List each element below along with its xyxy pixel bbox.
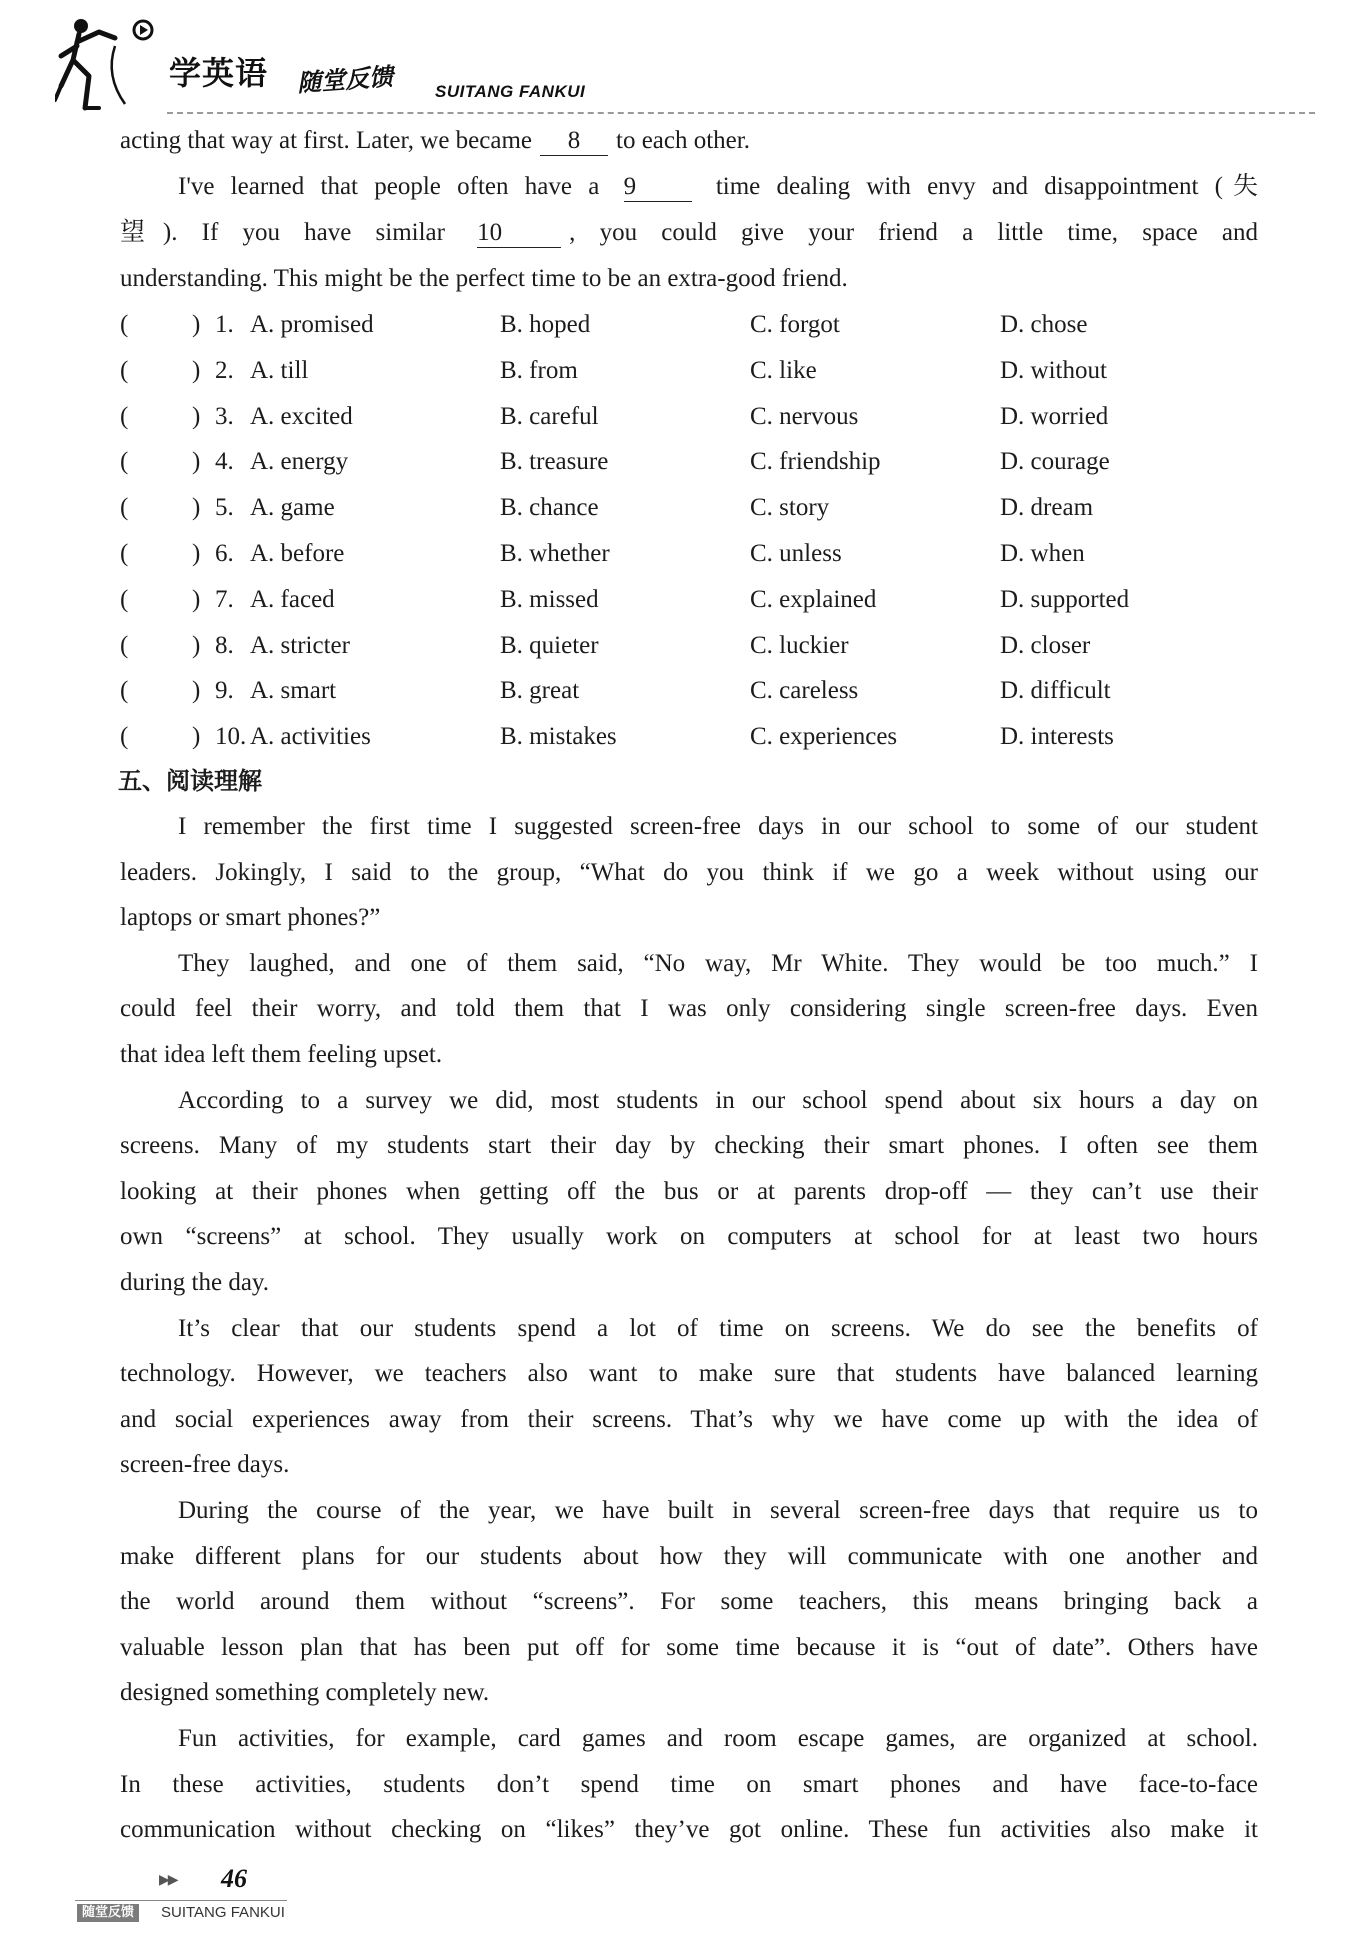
section-title: 五、阅读理解	[118, 767, 262, 795]
reading-line: that idea left them feeling upset.	[120, 1041, 443, 1068]
question-number: 1.	[215, 311, 234, 338]
question-number: 9.	[215, 677, 234, 704]
option-c: C. nervous	[750, 403, 859, 430]
option-c: C. unless	[750, 540, 842, 567]
option-a: A. before	[250, 540, 345, 567]
question-number: 7.	[215, 586, 234, 613]
question-row	[120, 354, 1260, 388]
double-arrow-icon: ▶▶	[159, 1872, 177, 1888]
cloze-text: to each other.	[616, 127, 750, 154]
answer-paren-open[interactable]: (	[120, 403, 129, 430]
answer-paren-open[interactable]: (	[120, 723, 129, 750]
option-d: D. when	[1000, 540, 1085, 567]
option-d: D. worried	[1000, 403, 1109, 430]
question-row	[120, 629, 1260, 663]
reading-line: communication without checking on “likes” they’ve got online. These fun activities also make it	[120, 1816, 1258, 1843]
answer-paren-close: )	[192, 723, 201, 750]
cloze-line-2	[120, 170, 1258, 204]
option-b: B. whether	[500, 540, 610, 567]
option-a: A. energy	[250, 448, 349, 475]
question-row	[120, 537, 1260, 571]
option-c: C. like	[750, 357, 817, 384]
footer-tag-en: SUITANG FANKUI	[161, 1904, 285, 1921]
option-b: B. from	[500, 357, 578, 384]
answer-paren-open[interactable]: (	[120, 586, 129, 613]
option-d: D. chose	[1000, 311, 1088, 338]
answer-paren-close: )	[192, 311, 201, 338]
reading-line: It’s clear that our students spend a lot of time on screens. We do see the benefits of	[178, 1315, 1258, 1342]
question-row	[120, 400, 1260, 434]
option-d: D. courage	[1000, 448, 1110, 475]
blank-8: 8	[540, 127, 608, 156]
reading-line: looking at their phones when getting off the bus or at parents drop-off — they can’t use their	[120, 1178, 1258, 1205]
option-b: B. careful	[500, 403, 599, 430]
option-b: B. chance	[500, 494, 599, 521]
option-b: B. hoped	[500, 311, 591, 338]
answer-paren-open[interactable]: (	[120, 632, 129, 659]
reading-line: During the course of the year, we have built in several screen-free days that require us to	[178, 1497, 1258, 1524]
reading-line: laptops or smart phones?”	[120, 904, 381, 931]
blank-10: 10	[477, 219, 561, 248]
reading-line: According to a survey we did, most students in our school spend about six hours a day on	[178, 1087, 1258, 1114]
brand-title-cn: 学英语	[169, 54, 269, 92]
option-d: D. interests	[1000, 723, 1114, 750]
option-a: A. smart	[250, 677, 337, 704]
question-number: 5.	[215, 494, 234, 521]
question-number: 3.	[215, 403, 234, 430]
option-b: B. missed	[500, 586, 599, 613]
question-number: 2.	[215, 357, 234, 384]
question-row	[120, 720, 1260, 754]
reading-line: and social experiences away from their screens. That’s why we have come up with the idea of	[120, 1406, 1258, 1433]
page-number: 46	[221, 1864, 247, 1893]
question-number: 6.	[215, 540, 234, 567]
page-footer	[75, 1858, 315, 1928]
answer-paren-open[interactable]: (	[120, 677, 129, 704]
reading-line: screens. Many of my students start their day by checking their smart phones. I often see them	[120, 1132, 1258, 1159]
option-d: D. closer	[1000, 632, 1091, 659]
option-c: C. careless	[750, 677, 859, 704]
option-c: C. friendship	[750, 448, 881, 475]
answer-paren-close: )	[192, 677, 201, 704]
option-c: C. experiences	[750, 723, 898, 750]
running-figure-logo-icon	[55, 16, 175, 116]
question-row	[120, 308, 1260, 342]
option-c: C. explained	[750, 586, 877, 613]
cloze-text: I've learned that people often have a	[178, 173, 600, 200]
option-c: C. forgot	[750, 311, 840, 338]
option-d: D. supported	[1000, 586, 1130, 613]
question-row	[120, 583, 1260, 617]
reading-line: Fun activities, for example, card games and room escape games, are organized at school.	[178, 1725, 1258, 1752]
option-d: D. without	[1000, 357, 1107, 384]
reading-line: screen-free days.	[120, 1451, 290, 1478]
option-c: C. story	[750, 494, 830, 521]
cloze-text: , you could give your friend a little time, space and	[569, 219, 1258, 246]
option-a: A. excited	[250, 403, 353, 430]
blank-9: 9	[624, 173, 692, 202]
option-a: A. activities	[250, 723, 371, 750]
page-header	[55, 12, 1315, 112]
answer-paren-open[interactable]: (	[120, 448, 129, 475]
reading-line: could feel their worry, and told them that I was only considering single screen-free days. Even	[120, 995, 1258, 1022]
cloze-text: acting that way at first. Later, we became	[120, 127, 532, 154]
reading-line: own “screens” at school. They usually work on computers at school for at least two hours	[120, 1223, 1258, 1250]
option-b: B. great	[500, 677, 580, 704]
answer-paren-open[interactable]: (	[120, 494, 129, 521]
question-number: 8.	[215, 632, 234, 659]
answer-paren-close: )	[192, 357, 201, 384]
cloze-text: time dealing with envy and disappointment (失	[715, 173, 1259, 200]
footer-tag-cn: 随堂反馈	[77, 1904, 139, 1922]
reading-line: valuable lesson plan that has been put off for some time because it is “out of date”. Others have	[120, 1634, 1258, 1661]
answer-paren-close: )	[192, 403, 201, 430]
option-a: A. faced	[250, 586, 335, 613]
brand-subtitle-en: SUITANG FANKUI	[435, 82, 586, 101]
answer-paren-close: )	[192, 448, 201, 475]
answer-paren-open[interactable]: (	[120, 357, 129, 384]
reading-line: make different plans for our students about how they will communicate with one another and	[120, 1543, 1258, 1570]
option-b: B. mistakes	[500, 723, 617, 750]
question-row	[120, 491, 1260, 525]
reading-line: during the day.	[120, 1269, 270, 1296]
footer-rule	[75, 1900, 287, 1901]
option-a: A. till	[250, 357, 309, 384]
option-d: D. dream	[1000, 494, 1094, 521]
reading-line: the world around them without “screens”. For some teachers, this means bringing back a	[120, 1588, 1258, 1615]
cloze-line-4: understanding. This might be the perfect time to be an extra-good friend.	[120, 265, 848, 292]
option-d: D. difficult	[1000, 677, 1111, 704]
answer-paren-open[interactable]: (	[120, 540, 129, 567]
answer-paren-open[interactable]: (	[120, 311, 129, 338]
answer-paren-close: )	[192, 632, 201, 659]
reading-line: leaders. Jokingly, I said to the group, “What do you think if we go a week without using our	[120, 859, 1258, 886]
answer-paren-close: )	[192, 540, 201, 567]
header-dashed-rule	[167, 112, 1315, 114]
question-number: 4.	[215, 448, 234, 475]
reading-line: In these activities, students don’t spend time on smart phones and have face-to-face	[120, 1771, 1258, 1798]
option-a: A. promised	[250, 311, 374, 338]
brand-subtitle-cn: 随堂反馈	[296, 62, 395, 98]
answer-paren-close: )	[192, 586, 201, 613]
cloze-line-1	[120, 124, 1258, 158]
option-c: C. luckier	[750, 632, 849, 659]
question-row	[120, 445, 1260, 479]
reading-line: technology. However, we teachers also want to make sure that students have balanced learning	[120, 1360, 1258, 1387]
option-a: A. game	[250, 494, 335, 521]
cloze-line-3	[120, 216, 1258, 250]
reading-line: They laughed, and one of them said, “No way, Mr White. They would be too much.” I	[178, 950, 1258, 977]
option-b: B. treasure	[500, 448, 609, 475]
reading-line: designed something completely new.	[120, 1679, 490, 1706]
question-number: 10.	[215, 723, 247, 750]
option-b: B. quieter	[500, 632, 599, 659]
answer-paren-close: )	[192, 494, 201, 521]
option-a: A. stricter	[250, 632, 350, 659]
cloze-text: 望). If you have similar	[120, 219, 445, 246]
reading-line: I remember the first time I suggested screen-free days in our school to some of our student	[178, 813, 1258, 840]
question-row	[120, 674, 1260, 708]
